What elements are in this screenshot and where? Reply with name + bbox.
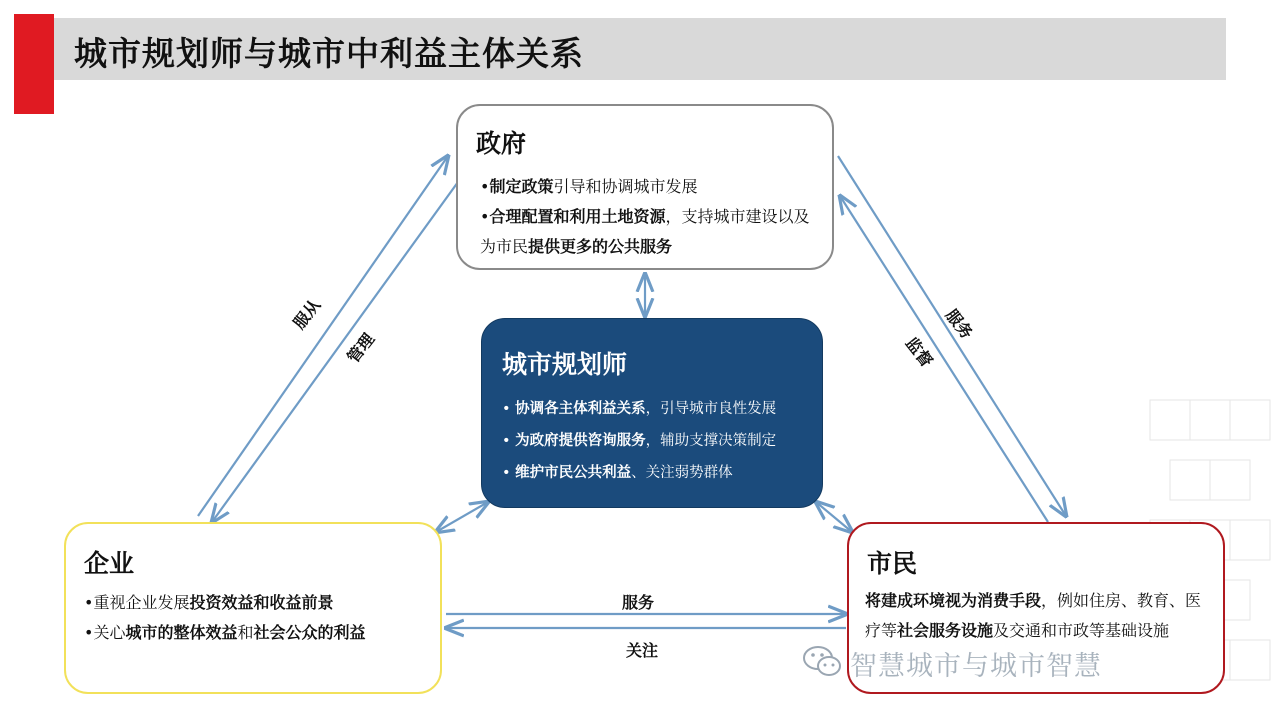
government-line-1: •制定政策引导和协调城市发展 [480, 177, 698, 196]
edge-label-supervise: 监督 [901, 333, 937, 371]
wechat-icon [800, 638, 846, 684]
edge-label-serve-enterprise-citizen: 服务 [622, 593, 655, 612]
planner-line-2: • 为政府提供咨询服务，辅助支撑决策制定 [502, 433, 777, 449]
enterprise-description [84, 588, 434, 648]
government-node [456, 104, 834, 270]
planner-line-1: • 协调各主体利益关系，引导城市良性发展 [502, 401, 777, 417]
enterprise-line-1: •重视企业发展投资效益和收益前景 [84, 593, 334, 612]
citizen-description [865, 586, 1215, 646]
arrow-planner-citizen [816, 502, 852, 532]
arrow-planner-enterprise [436, 502, 488, 532]
watermark [800, 638, 1240, 684]
planner-description [502, 393, 812, 489]
planner-line-3: • 维护市民公共利益、关注弱势群体 [502, 465, 733, 481]
arrow-gov-to-enterprise [212, 182, 458, 522]
citizen-title: 市民 [867, 549, 918, 578]
edge-label-attention: 关注 [626, 641, 659, 660]
edge-label-obey: 服从 [289, 295, 325, 333]
government-description [480, 172, 820, 262]
watermark-text: 智慧城市与城市智慧 [850, 651, 1102, 682]
arrow-citizen-to-gov [840, 196, 1048, 522]
enterprise-node [64, 522, 442, 694]
government-title: 政府 [476, 129, 527, 158]
arrow-gov-to-citizen [838, 156, 1066, 516]
enterprise-title: 企业 [84, 549, 135, 578]
arrow-enterprise-to-gov [198, 156, 448, 516]
edge-label-manage: 管理 [343, 329, 379, 367]
citizen-line-1: 将建成环境视为消费手段，例如住房、教育、医疗等社会服务设施及交通和市政等基础设施 [865, 591, 1202, 640]
page-title: 城市规划师与城市中利益主体关系 [74, 34, 584, 73]
planner-node [481, 318, 823, 508]
enterprise-line-2: •关心城市的整体效益和社会公众的利益 [84, 623, 366, 642]
planner-title: 城市规划师 [502, 350, 628, 379]
edge-label-serve-gov-citizen: 服务 [941, 305, 977, 343]
government-line-2: •合理配置和利用土地资源，支持城市建设以及为市民提供更多的公共服务 [480, 207, 810, 256]
